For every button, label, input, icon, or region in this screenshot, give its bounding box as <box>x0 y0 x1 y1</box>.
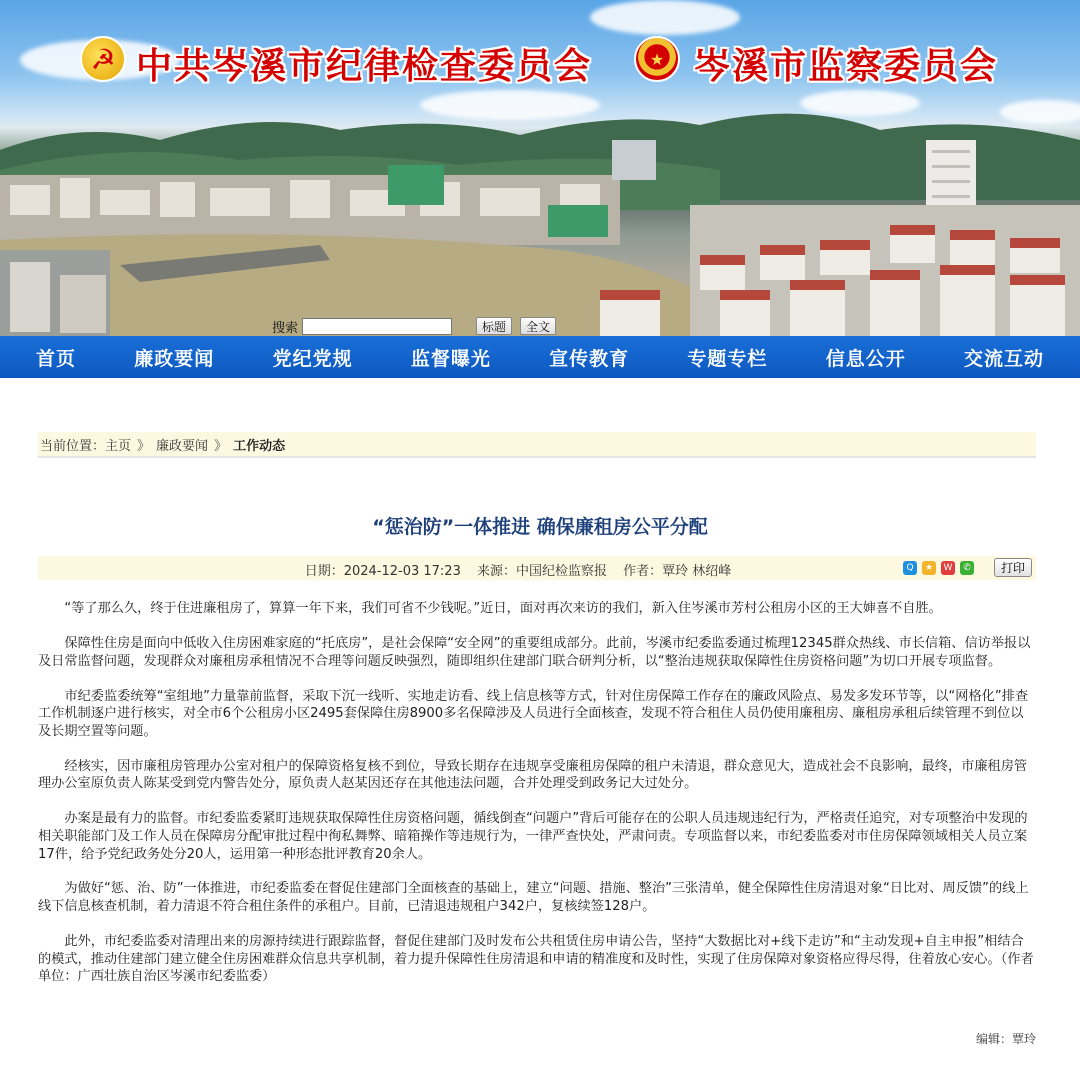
state-emblem-icon: ★ <box>634 36 680 82</box>
article-author: 作者：覃玲 林绍峰 <box>623 564 732 579</box>
article-paragraph: 为做好“惩、治、防”一体推进，市纪委监委在督促住建部门全面核查的基础上，建立“问题、措施、整治”三张清单，健全保障性住房清退对象“日比对、周反馈”的线上线下信息核查机制，着力清退不符合租住条件的承租户。目前，已清退违规租户342户，复核续签128户。 <box>38 881 1029 915</box>
breadcrumb-section[interactable]: 廉政要闻 <box>156 438 209 454</box>
site-title-discipline: 中共岑溪市纪律检查委员会 <box>136 45 593 87</box>
share-bar <box>903 561 974 575</box>
article-paragraph: “等了那么久，终于住进廉租房了，算算一年下来，我们可省不少钱呢。”近日，面对再次来访的我们，新入住岑溪市芳村公租房小区的王大婶喜不自胜。 <box>64 601 942 616</box>
nav-regulations[interactable]: 党纪党规 <box>272 347 353 370</box>
search-title-button[interactable]: 标题 <box>476 317 512 335</box>
nav-interaction[interactable]: 交流互动 <box>963 347 1044 370</box>
article-source: 来源：中国纪检监察报 <box>477 564 608 579</box>
article-paragraph: 经核实，因市廉租房管理办公室对租户的保障资格复核不到位，导致长期存在违规享受廉租房保障的租户未清退，群众意见大，造成社会不良影响，最终，市廉租房管理办公室原负责人陈某受到党内警告处分，原负责人赵某因还存在其他违法问题，合并处理受到政务记大过处分。 <box>38 758 1028 792</box>
weibo-icon[interactable]: ★ <box>922 561 936 575</box>
nav-news[interactable]: 廉政要闻 <box>134 347 215 370</box>
article-paragraph: 市纪委监委统筹“室组地”力量靠前监督，采取下沉一线听、实地走访看、线上信息核等方式，针对住房保障工作存在的廉政风险点、易发多发环节等，以“网格化”排查工作机制逐户进行核实，对全市6个公租房小区2495套保障住房8900多名保障涉及人员进行全面核查，发现不符合租住人员仍使用廉租房、廉租房承租后续管理不到位以及长期空置等问题。 <box>38 688 1029 739</box>
breadcrumb-current: 工作动态 <box>233 438 286 454</box>
breadcrumb-prefix: 当前位置： <box>40 438 106 454</box>
header-banner <box>0 0 1080 336</box>
breadcrumb-separator: 》 <box>214 438 228 454</box>
article-meta <box>38 556 1036 580</box>
nav-education[interactable]: 宣传教育 <box>549 347 630 370</box>
site-title-supervision: 岑溪市监察委员会 <box>694 45 999 87</box>
nav-disclosure[interactable]: 信息公开 <box>825 347 906 370</box>
print-button[interactable]: 打印 <box>994 558 1032 577</box>
search-input[interactable] <box>302 318 452 335</box>
breadcrumb <box>38 432 1036 458</box>
main-nav <box>0 336 1080 378</box>
article-body <box>38 600 1036 1003</box>
tencent-weibo-icon[interactable]: W <box>941 561 955 575</box>
wechat-icon[interactable]: ✆ <box>960 561 974 575</box>
search-label: 搜索 <box>272 320 299 336</box>
article-editor: 编辑：覃玲 <box>975 1032 1036 1046</box>
nav-home[interactable]: 首页 <box>36 347 77 370</box>
search-bar <box>272 316 560 336</box>
article-title: “惩治防”一体推进 确保廉租房公平分配 <box>372 516 708 538</box>
search-fulltext-button[interactable]: 全文 <box>520 317 556 335</box>
nav-topics[interactable]: 专题专栏 <box>687 347 768 370</box>
article-date: 日期：2024-12-03 17:23 <box>304 564 461 579</box>
breadcrumb-separator: 》 <box>137 438 151 454</box>
breadcrumb-home[interactable]: 主页 <box>105 438 132 454</box>
article-paragraph: 保障性住房是面向中低收入住房困难家庭的“托底房”，是社会保障“安全网”的重要组成部分。此前，岑溪市纪委监委通过梳理12345群众热线、市长信箱、信访举报以及日常监督问题，发现群众对廉租房承租情况不合理等问题反映强烈，随即组织住建部门联合研判分析，以“整治违规获取保障性住房资格问题”为切口开展专项监督。 <box>38 635 1031 669</box>
qzone-icon[interactable]: Q <box>903 561 917 575</box>
party-emblem-icon: ☭ <box>80 36 126 82</box>
nav-exposure[interactable]: 监督曝光 <box>410 347 491 370</box>
article-paragraph: 此外，市纪委监委对清理出来的房源持续进行跟踪监督，督促住建部门及时发布公共租赁住房申请公告，坚持“大数据比对+线下走访”和“主动发现+自主申报”相结合的模式，推动住建部门建立健全住房困难群众信息共享机制，着力提升保障性住房清退和申请的精准度和及时性，实现了住房保障对象资格应得尽得，住着放心安心。（作者单位：广西壮族自治区岑溪市纪委监委） <box>38 934 1034 985</box>
article-paragraph: 办案是最有力的监督。市纪委监委紧盯违规获取保障性住房资格问题，循线倒查“问题户”背后可能存在的公职人员违规违纪行为，严格责任追究，对专项整治中发现的相关职能部门及工作人员在保障房分配审批过程中徇私舞弊、暗箱操作等违规行为，一律严查快处，严肃问责。专项监督以来，市纪委监委对市住房保障领域相关人员立案17件，给予党纪政务处分20人，运用第一种形态批评教育20余人。 <box>38 811 1028 862</box>
